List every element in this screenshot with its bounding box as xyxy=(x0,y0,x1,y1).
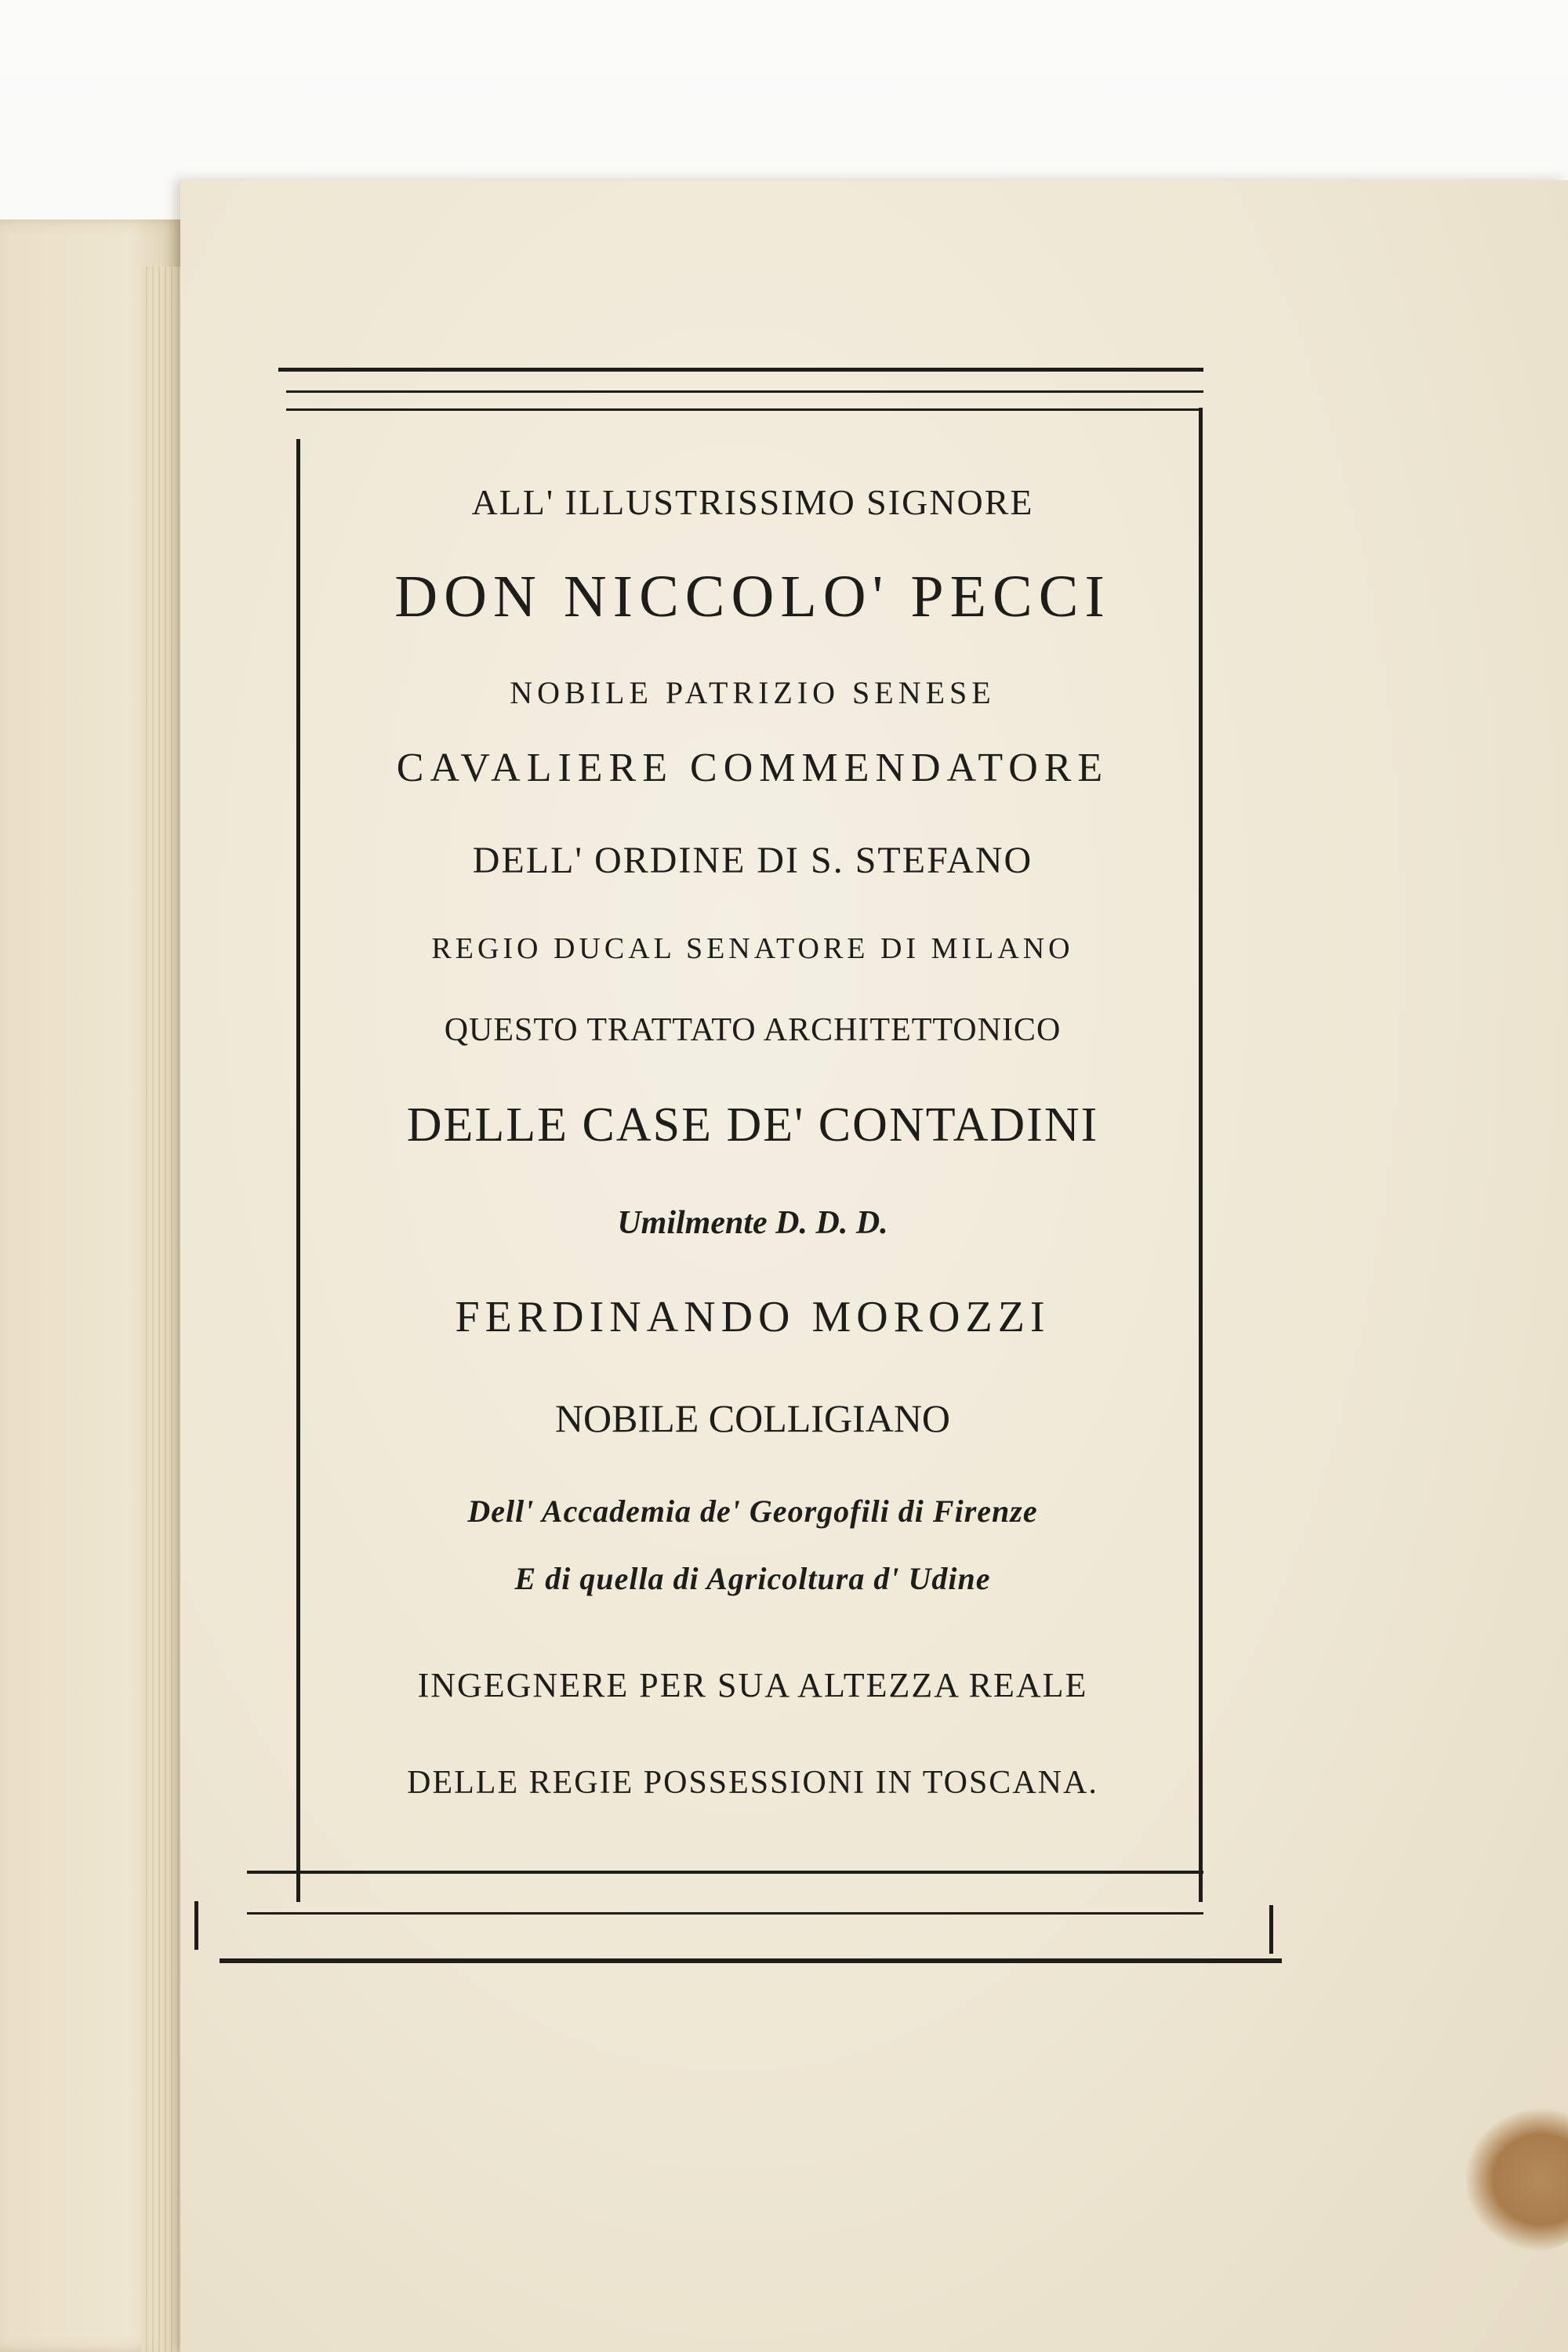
top-rule-third xyxy=(286,408,1200,411)
dedicatee-name: DON NICCOLO' PECCI xyxy=(394,564,1111,630)
order-line: DELL' ORDINE DI S. STEFANO xyxy=(472,840,1033,881)
honor-line: CAVALIERE COMMENDATORE xyxy=(396,746,1109,790)
salutation-line: ALL' ILLUSTRISSIMO SIGNORE xyxy=(471,482,1034,522)
bottom-rule-mid xyxy=(247,1912,1203,1915)
bottom-left-mark xyxy=(194,1901,198,1950)
top-rule-inner xyxy=(286,390,1203,393)
office-line: REGIO DUCAL SENATORE DI MILANO xyxy=(431,932,1074,965)
author-post-line-2: DELLE REGIE POSSESSIONI IN TOSCANA. xyxy=(407,1765,1098,1801)
rank-line: NOBILE PATRIZIO SENESE xyxy=(510,675,996,710)
bottom-rule-outer xyxy=(220,1958,1282,1963)
bottom-rule-inner xyxy=(247,1871,1203,1874)
work-intro-line: QUESTO TRATTATO ARCHITETTONICO xyxy=(444,1012,1062,1048)
author-post-line: INGEGNERE PER SUA ALTEZZA REALE xyxy=(417,1666,1088,1704)
author-rank: NOBILE COLLIGIANO xyxy=(554,1396,951,1440)
affiliation-line-2: E di quella di Agricoltura d' Udine xyxy=(514,1561,991,1596)
dedication-formula: Umilmente D. D. D. xyxy=(617,1205,888,1241)
work-title: DELLE CASE DE' CONTADINI xyxy=(406,1098,1099,1152)
bottom-right-mark xyxy=(1269,1905,1273,1954)
top-rule-outer xyxy=(278,368,1203,372)
affiliation-line-1: Dell' Accademia de' Georgofili di Firenze xyxy=(467,1494,1038,1529)
author-name: FERDINANDO MOROZZI xyxy=(455,1293,1051,1341)
